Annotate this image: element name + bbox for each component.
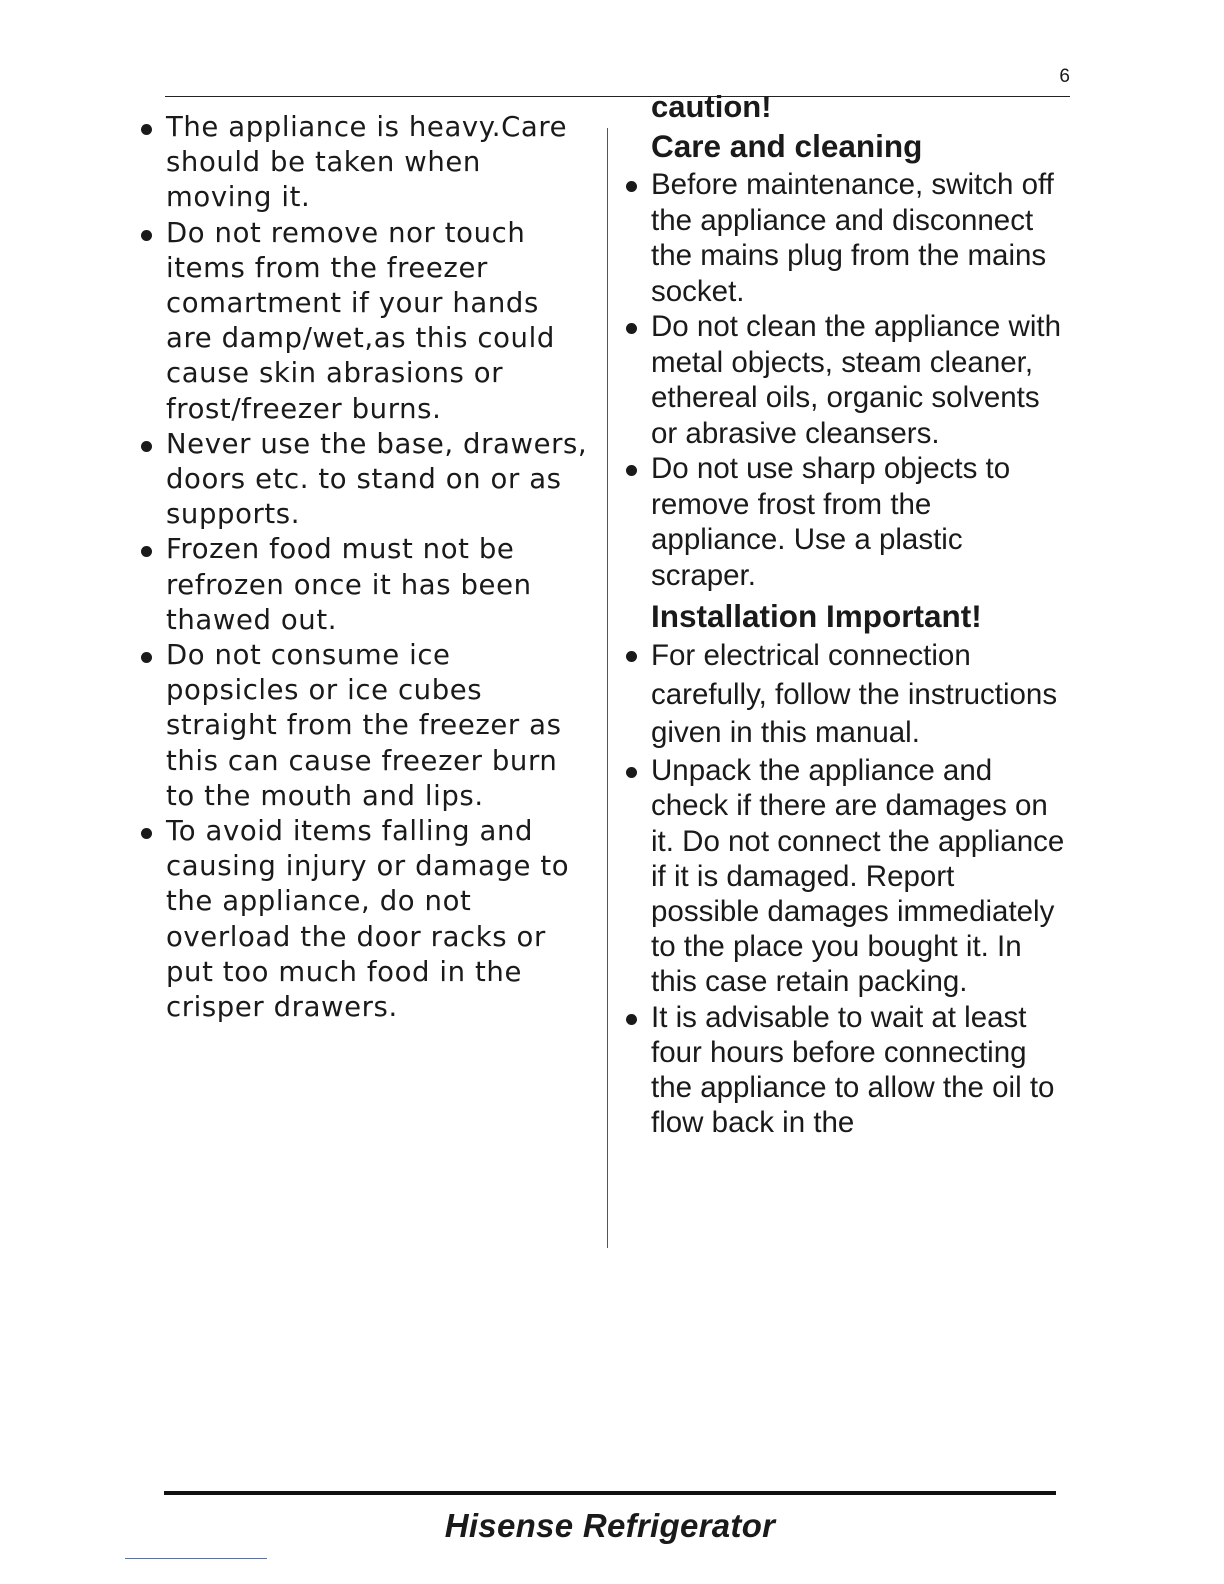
list-item [139, 216, 589, 427]
installation-list [624, 637, 1069, 1140]
list-item [139, 427, 589, 533]
bottom-rule [164, 1491, 1056, 1495]
list-item [139, 110, 589, 216]
list-item [624, 1000, 1069, 1141]
column-divider [607, 128, 608, 1248]
care-heading: Care and cleaning [651, 128, 923, 164]
list-item [624, 167, 1069, 309]
list-item-text: Unpack the appliance and check if there are damages on it. Do not connect the appliance if it is damaged. Report possible damages immediately to the place you bought it. In this case retain packing. [651, 754, 1065, 999]
list-item-text: Before maintenance, switch off the appliance and disconnect the mains plug from the mains socket. [651, 168, 1054, 308]
list-item [139, 638, 589, 814]
care-list [624, 167, 1069, 593]
left-column [139, 110, 589, 1025]
list-item-text: Do not use sharp objects to remove frost from the appliance. Use a plastic scraper. [651, 452, 1011, 592]
list-item [624, 753, 1069, 999]
list-item-text: Do not remove nor touch items from the freezer comartment if your hands are damp/wet,as this could cause skin abrasions or frost/freezer burns. [166, 216, 555, 425]
list-item [624, 309, 1069, 451]
safety-list [139, 110, 589, 1025]
list-item [139, 532, 589, 638]
caution-heading: caution! [651, 89, 772, 124]
list-item-text: The appliance is heavy.Care should be taken when moving it. [166, 111, 568, 214]
list-item [624, 637, 1069, 753]
list-item [624, 451, 1069, 593]
list-item-text: Never use the base, drawers, doors etc. to stand on or as supports. [166, 427, 588, 531]
list-item-text: For electrical connection carefully, follow the instructions given in this manual. [651, 639, 1058, 750]
installation-heading: Installation Important! [651, 598, 982, 634]
page-number: 6 [1059, 66, 1070, 87]
list-item [139, 814, 589, 1025]
list-item-text: Frozen food must not be refrozen once it has been thawed out. [166, 533, 532, 636]
list-item-text: To avoid items falling and causing injury or damage to the appliance, do not overload the door racks or put too much food in the crisper drawers. [166, 815, 570, 1024]
right-column [624, 89, 1069, 1140]
list-item-text: Do not consume ice popsicles or ice cubes straight from the freezer as this can cause freezer burn to the mouth and lips. [166, 639, 562, 812]
corner-line [125, 1558, 267, 1559]
list-item-text: Do not clean the appliance with metal objects, steam cleaner, ethereal oils, organic solvents or abrasive cleansers. [651, 310, 1061, 450]
brand-footer: Hisense Refrigerator [444, 1507, 776, 1544]
list-item-text: It is advisable to wait at least four hours before connecting the appliance to allow the oil to flow back in the [651, 1000, 1055, 1140]
